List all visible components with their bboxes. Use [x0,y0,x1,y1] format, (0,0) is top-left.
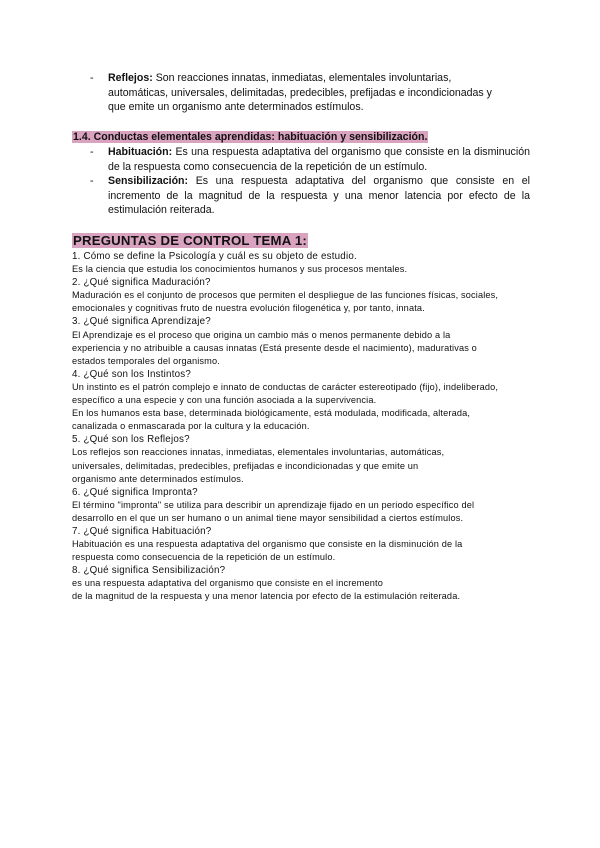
bullet-dash: - [90,175,94,188]
reflejos-line-1 [108,71,530,86]
question-5: 5. ¿Qué son los Reflejos? [72,434,190,446]
answer-4-line-3: En los humanos esta base, determinada biológicamente, está modulada, modificada, alterada, [72,408,471,419]
bullet-dash: - [90,146,94,158]
question-2: 2. ¿Qué significa Maduración? [72,277,211,289]
section-title: 1.4. Conductas elementales aprendidas: habituación y sensibilización. [73,131,428,143]
answer-2-line-1: Maduración es el conjunto de procesos que permiten el despliegue de las funciones físicas, sociales, [72,290,499,301]
answer-8-line-1: es una respuesta adaptativa del organismo que consiste en el incremento [72,578,383,589]
reflejos-line-3: que emite un organismo ante determinados estímulos. [108,101,364,114]
questions-list [72,250,532,604]
section-heading [72,130,428,144]
reflejos-bullet [72,71,530,115]
bullet-dash: - [90,72,94,84]
sensibilizacion-term: Sensibilización: [108,175,189,188]
sensibilizacion-text: Es una respuesta adaptativa del organismo que consiste en el incremento de la magnitud de la respuesta y una menor latencia por efecto de la estimulación reiterada. [108,175,530,217]
answer-1-line-1: Es la ciencia que estudia los conocimientos humanos y sus procesos mentales. [72,264,408,275]
question-4: 4. ¿Qué son los Instintos? [72,368,192,380]
answer-5-line-2: universales, delimitadas, predecibles, prefijadas e incondicionadas y que emite un [72,460,419,471]
section-bullet-list [72,145,530,218]
answer-3-line-3: estados temporales del organismo. [72,355,220,366]
questions-title: PREGUNTAS DE CONTROL TEMA 1: [73,233,307,248]
answer-6-line-2: desarrollo en el que un ser humano o un animal tiene mayor sensibilidad a ciertos estímulos. [72,512,464,523]
habituacion-bullet [72,145,530,174]
answer-8-line-2: de la magnitud de la respuesta y una menor latencia por efecto de la estimulación reiterada. [72,591,461,602]
reflejos-term: Reflejos: [108,72,153,84]
question-1: 1. Cómo se define la Psicología y cuál es su objeto de estudio. [72,251,357,262]
question-7: 7. ¿Qué significa Habituación? [72,525,212,537]
answer-7-line-2: respuesta como consecuencia de la repetición de un estímulo. [72,552,336,563]
answer-4-line-1: Un instinto es el patrón complejo e innato de conductas de carácter estereotipado (fijo), indeliberado, [72,381,499,392]
reflejos-bullet-list [72,71,530,115]
question-8: 8. ¿Qué significa Sensibilización? [72,565,226,577]
answer-2-line-2: emocionales y cognitivas fruto de nuestra evolución filogenética y, por tanto, innata. [72,303,425,314]
answer-4-line-4: canalizada o enmascarada por la cultura y la educación. [72,421,310,432]
answer-7-line-1: Habituación es una respuesta adaptativa del organismo que consiste en la disminución de la [72,539,463,550]
question-3: 3. ¿Qué significa Aprendizaje? [72,316,211,328]
answer-5-line-1: Los reflejos son reacciones innatas, inmediatas, elementales involuntarias, automáticas, [72,447,445,458]
sensibilizacion-bullet [72,174,530,218]
question-6: 6. ¿Qué significa Impronta? [72,486,198,498]
habituacion-text: Es una respuesta adaptativa del organismo que consiste en la disminución de la respuesta como consecuencia de la repetición de un estímulo. [108,146,530,173]
questions-heading [72,233,308,249]
answer-3-line-1: El Aprendizaje es el proceso que origina un cambio más o menos permanente debido a la [72,329,451,340]
reflejos-line-2: automáticas, universales, delimitadas, predecibles, prefijadas e incondicionadas y [108,86,492,99]
answer-4-line-2: específico a una especie y con una función asociada a la supervivencia. [72,395,377,406]
answer-5-line-3: organismo ante determinados estímulos. [72,473,244,484]
answer-6-line-1: El término "impronta" se utiliza para describir un aprendizaje fijado en un periodo específico del [72,499,475,510]
answer-3-line-2: experiencia y no atribuible a causas innatas (Está presente desde el nacimiento), madurativas o [72,342,477,353]
habituacion-term: Habituación: [108,146,173,158]
reflejos-text-1: Son reacciones innatas, inmediatas, elementales involuntarias, [152,72,452,84]
